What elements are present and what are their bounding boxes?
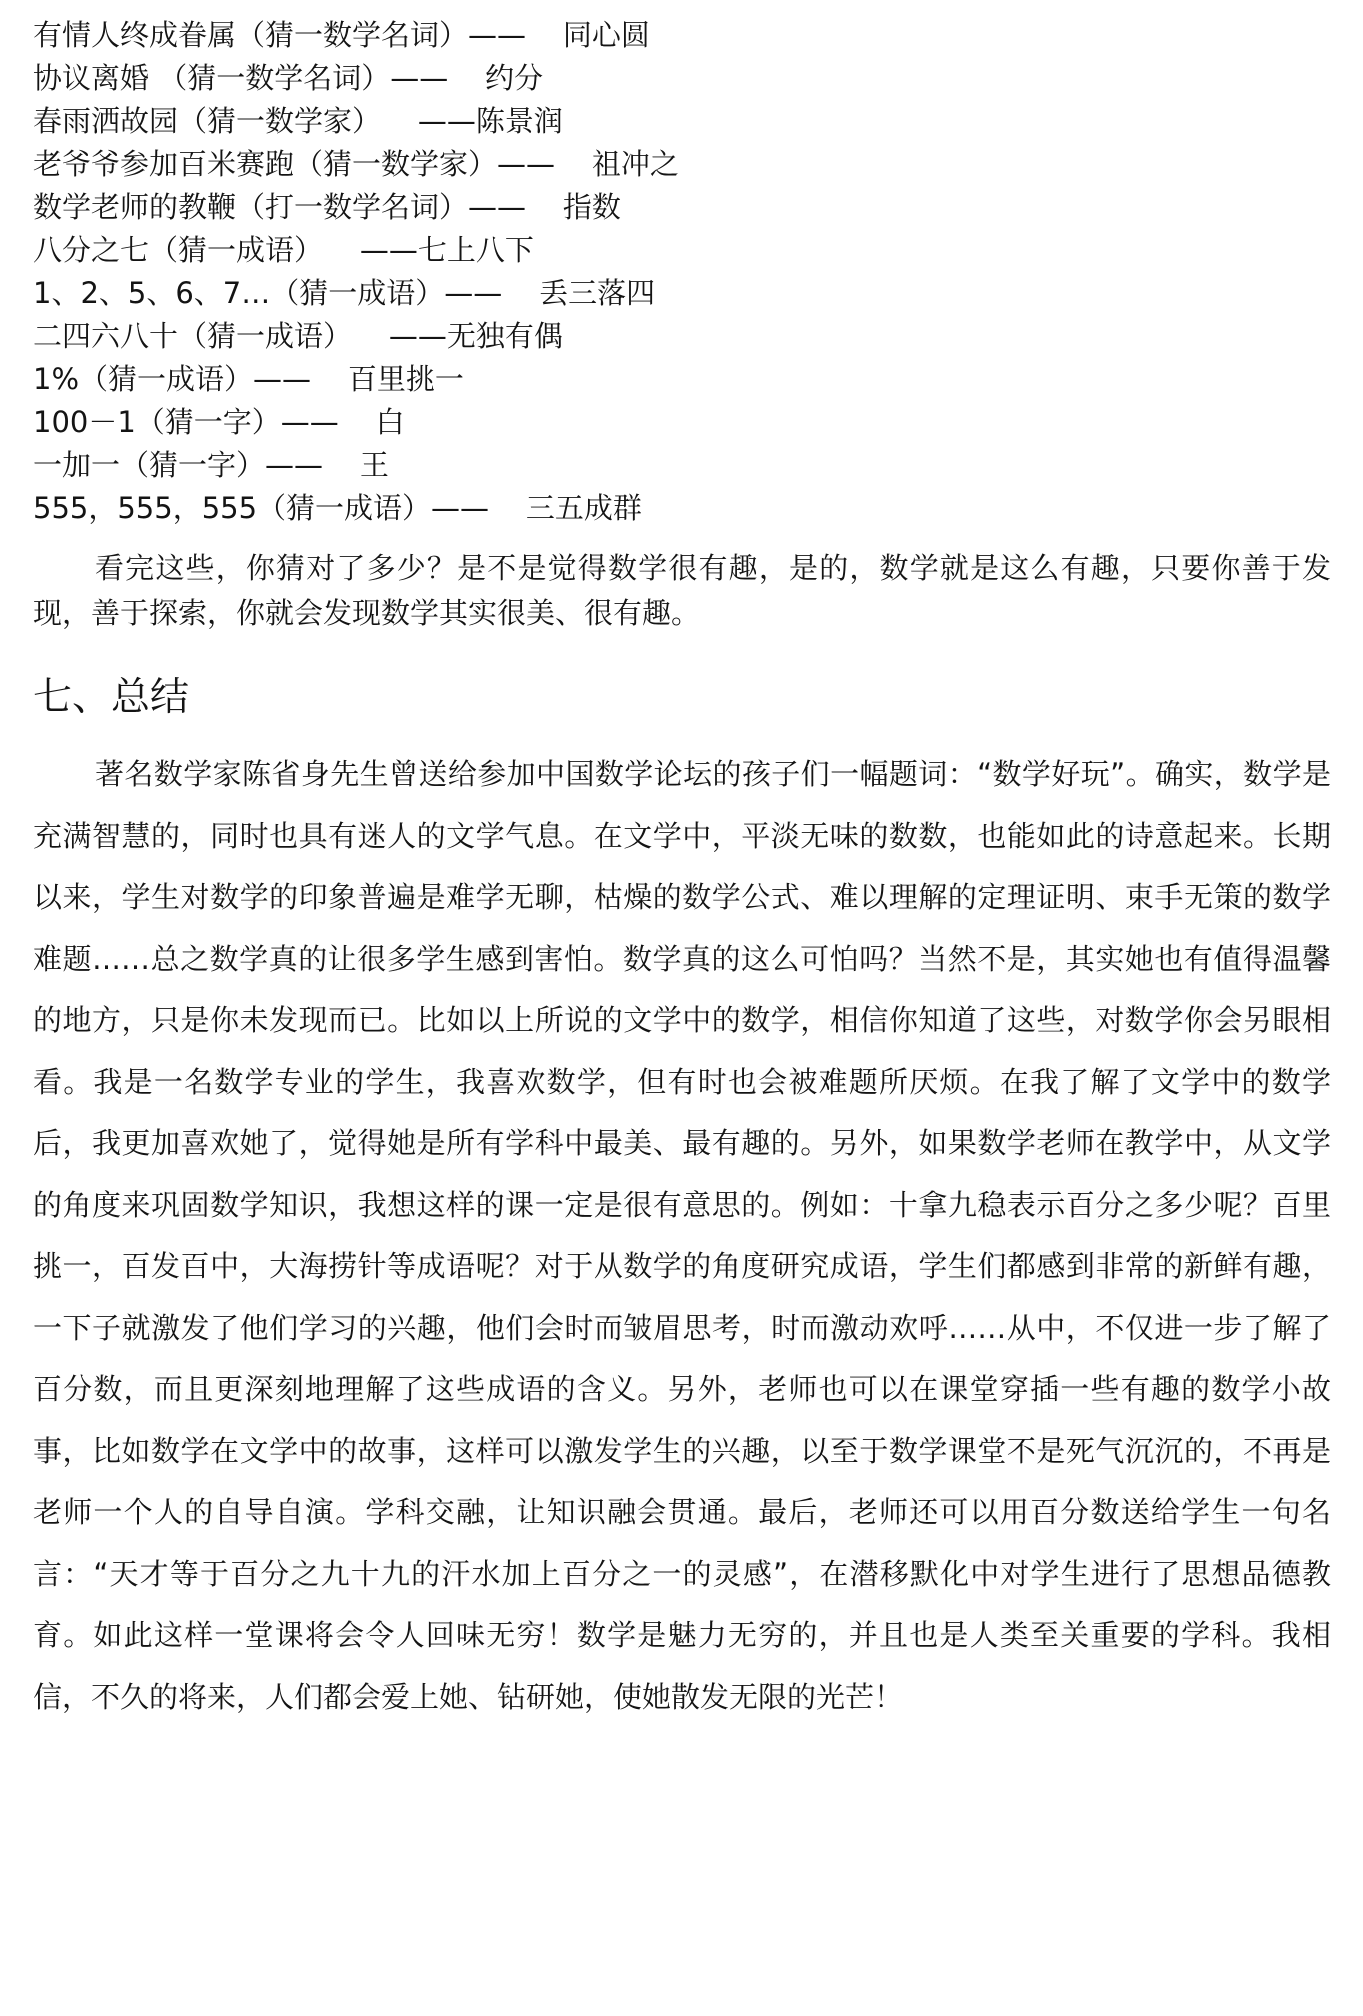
riddle-conclusion-paragraph: 看完这些，你猜对了多少？是不是觉得数学很有趣，是的，数学就是这么有趣，只要你善于发现，善于探索，你就会发现数学其实很美、很有趣。	[33, 551, 1331, 630]
riddle-line: 1、2、5、6、7…（猜一成语）—— 丢三落四	[33, 276, 656, 310]
riddle-list	[33, 14, 1323, 530]
summary-paragraph: 著名数学家陈省身先生曾送给参加中国数学论坛的孩子们一幅题词：“数学好玩”。确实，数学是充满智慧的，同时也具有迷人的文学气息。在文学中，平淡无味的数数，也能如此的诗意起来。长期以来，学生对数学的印象普遍是难学无聊，枯燥的数学公式、难以理解的定理证明、束手无策的数学难题……总之数学真的让很多学生感到害怕。数学真的这么可怕吗？当然不是，其实她也有值得温馨的地方，只是你未发现而已。比如以上所说的文学中的数学，相信你知道了这些，对数学你会另眼相看。我是一名数学专业的学生，我喜欢数学，但有时也会被难题所厌烦。在我了解了文学中的数学后，我更加喜欢她了，觉得她是所有学科中最美、最有趣的。另外，如果数学老师在教学中，从文学的角度来巩固数学知识，我想这样的课一定是很有意思的。例如：十拿九稳表示百分之多少呢？百里挑一，百发百中，大海捞针等成语呢？对于从数学的角度研究成语，学生们都感到非常的新鲜有趣，一下子就激发了他们学习的兴趣，他们会时而皱眉思考，时而激动欢呼……从中，不仅进一步了解了百分数，而且更深刻地理解了这些成语的含义。另外，老师也可以在课堂穿插一些有趣的数学小故事，比如数学在文学中的故事，这样可以激发学生的兴趣，以至于数学课堂不是死气沉沉的，不再是老师一个人的自导自演。学科交融，让知识融会贯通。最后，老师还可以用百分数送给学生一句名言：“天才等于百分之九十九的汗水加上百分之一的灵感”，在潜移默化中对学生进行了思想品德教育。如此这样一堂课将会令人回味无穷！数学是魅力无穷的，并且也是人类至关重要的学科。我相信，不久的将来，人们都会爱上她、钻研她，使她散发无限的光芒！	[33, 757, 1331, 1714]
riddle-line: 八分之七（猜一成语） ——七上八下	[33, 233, 534, 267]
riddle-line: 有情人终成眷属（猜一数学名词）—— 同心圆	[33, 18, 650, 52]
riddle-line: 老爷爷参加百米赛跑（猜一数学家）—— 祖冲之	[33, 147, 679, 181]
riddle-line: 二四六八十（猜一成语） ——无独有偶	[33, 319, 563, 353]
riddle-line: 555，555，555（猜一成语）—— 三五成群	[33, 491, 642, 525]
riddle-line: 一加一（猜一字）—— 王	[33, 448, 389, 482]
riddle-line: 1%（猜一成语）—— 百里挑一	[33, 362, 464, 396]
riddle-line: 春雨洒故园（猜一数学家） ——陈景润	[33, 104, 563, 138]
section-heading: 七、总结	[33, 675, 190, 720]
riddle-line: 100－1（猜一字）—— 白	[33, 405, 405, 439]
riddle-line: 数学老师的教鞭（打一数学名词）—— 指数	[33, 190, 621, 224]
riddle-line: 协议离婚 （猜一数学名词）—— 约分	[33, 61, 544, 95]
